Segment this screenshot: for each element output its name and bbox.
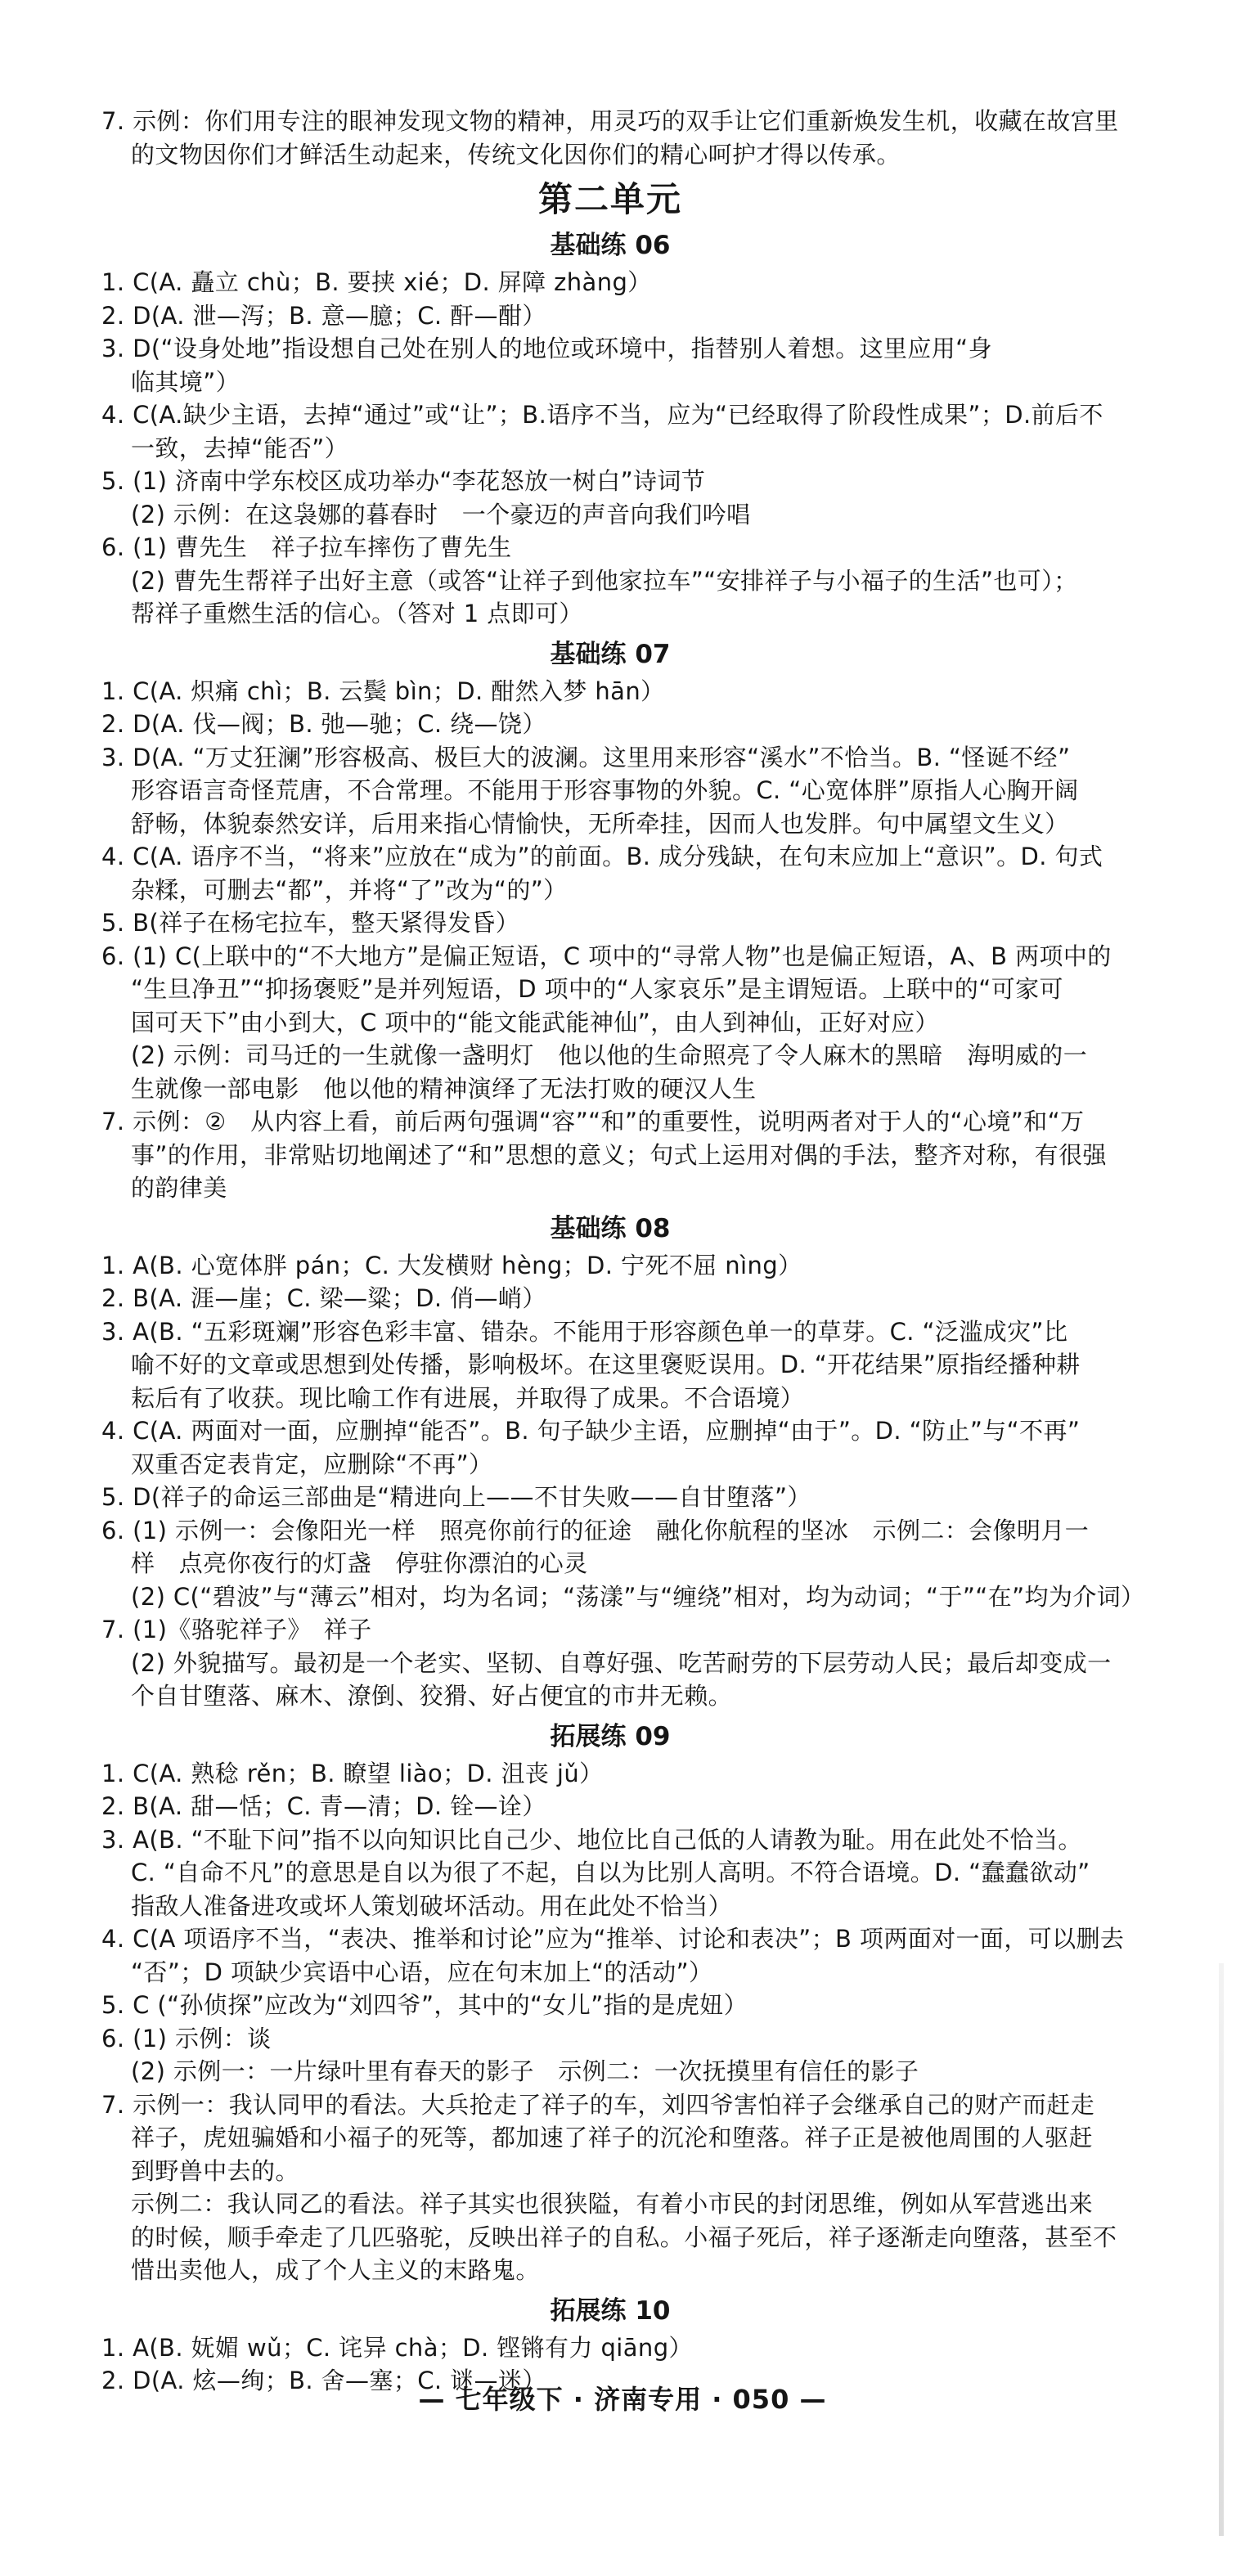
answer-line: 6. (1) 示例：谈 <box>101 2024 272 2052</box>
answer-line: 3. A(B. “不耻下问”指不以向知识比自己少、地位比自己低的人请教为耻。用在此处不恰当。 <box>101 1825 1082 1854</box>
answer-item <box>98 266 1122 299</box>
answer-line: 2. D(A. 泄—泻；B. 意—臆；C. 酐—酣） <box>101 301 546 330</box>
answer-continuation: 样 点亮你夜行的灯盏 停驻你漂泊的心灵 <box>131 1549 588 1577</box>
answer-item <box>98 1922 1125 1989</box>
answer-item <box>98 1282 1122 1315</box>
answer-line: 6. (1) 曹先生 祥子拉车摔伤了曹先生 <box>101 533 512 561</box>
answer-line: 2. D(A. 炫—绚；B. 舍—塞；C. 谜—迷） <box>101 2367 546 2394</box>
answer-line: 3. D(“设身处地”指设想自己处在别人的地位或环境中，指替别人着想。这里应用“身 <box>101 335 993 362</box>
answer-continuation: 的时候，顺手牵走了几匹骆驼，反映出祥子的自私。小福子死后，祥子逐渐走向堕落，甚至不 <box>131 2223 1117 2251</box>
answer-continuation: C. “自命不凡”的意思是自以为很了不起，自以为比别人高明。不符合语境。D. “蠢蠢欲动” <box>131 1859 1090 1886</box>
answer-item <box>98 840 1122 906</box>
answer-item <box>98 299 1122 333</box>
answer-line: 1. C(A. 熟稔 rěn；B. 瞭望 liào；D. 沮丧 jǔ） <box>101 1759 604 1787</box>
page-edge-shadow <box>1219 1963 1224 2536</box>
exercise-section <box>98 227 1122 631</box>
answer-item <box>98 398 1122 465</box>
answer-continuation: (2) 示例一：一片绿叶里有春天的影子 示例二：一次抚摸里有信任的影子 <box>131 2057 919 2085</box>
exercise-section <box>98 1210 1145 1713</box>
section-title: 基础练 08 <box>550 1213 671 1243</box>
answer-line: 2. B(A. 甜—恬；C. 青—清；D. 铨—诠） <box>101 1792 546 1820</box>
unit-one-last-item <box>98 105 1122 171</box>
answer-continuation: 舒畅，体貌泰然安详，后用来指心情愉快，无所牵挂，因而人也发胖。句中属望文生义） <box>131 809 1069 838</box>
answer-line: 5. C (“孙侦探”应改为“刘四爷”，其中的“女儿”指的是虎妞） <box>101 1991 748 2019</box>
answer-continuation: 个自甘堕落、麻木、潦倒、狡猾、好占便宜的市井无赖。 <box>131 1682 733 1710</box>
answer-continuation: 的韵律美 <box>131 1174 227 1202</box>
answer-continuation: 生就像一部电影 他以他的精神演绎了无法打败的硬汉人生 <box>131 1074 757 1103</box>
answer-line: 1. C(A. 炽痛 chì；B. 云鬓 bìn；D. 酣然入梦 hān） <box>101 677 665 705</box>
answer-continuation: (2) C(“碧波”与“薄云”相对，均为名词；“荡漾”与“缠绕”相对，均为动词；“于”“在”均为介词） <box>131 1582 1145 1611</box>
answer-line: 1. A(B. 妩媚 wǔ；C. 诧异 chà；D. 铿锵有力 qiāng） <box>101 2333 693 2362</box>
answer-item <box>98 531 1122 631</box>
page-footer: — 七年级下 · 济南专用 · 050 — <box>418 2384 827 2415</box>
answer-continuation: “否”；D 项缺少宾语中心语，应在句末加上“的活动”） <box>131 1958 713 1986</box>
answer-line: 4. C(A.缺少主语，去掉“通过”或“让”；B.语序不当，应为“已经取得了阶段性成果”；D.前后不 <box>101 401 1103 429</box>
answer-line: 4. C(A 项语序不当，“表决、推举和讨论”应为“推举、讨论和表决”；B 项两面对一面，可以删去 <box>101 1925 1125 1953</box>
answer-continuation: 形容语言奇怪荒唐，不合常理。不能用于形容事物的外貌。C. “心宽体胖”原指人心胸开阔 <box>131 776 1079 804</box>
answer-line: 5. D(祥子的命运三部曲是“精进向上——不甘失败——自甘堕落”） <box>101 1483 811 1511</box>
answer-line: 2. B(A. 涯—崖；C. 梁—粱；D. 俏—峭） <box>101 1284 546 1312</box>
answer-line: 3. D(A. “万丈狂澜”形容极高、极巨大的波澜。这里用来形容“溪水”不恰当。B. “怪诞不经” <box>101 743 1071 771</box>
answer-continuation: 耘后有了收获。现比喻工作有进展，并取得了成果。不合语境） <box>131 1383 805 1412</box>
answer-item <box>98 1823 1122 1923</box>
answer-item <box>98 1514 1145 1614</box>
section-title: 拓展练 10 <box>550 2295 671 2326</box>
answer-line: 7. 示例：② 从内容上看，前后两句强调“容”“和”的重要性，说明两者对于人的“心境”和“万 <box>101 1108 1085 1135</box>
section-title: 拓展练 09 <box>550 1721 671 1751</box>
answer-continuation: 到野兽中去的。 <box>131 2156 299 2185</box>
answer-continuation: (2) 曹先生帮祥子出好主意（或答“让祥子到他家拉车”“安排祥子与小福子的生活”也可）； <box>131 566 1078 595</box>
exercise-sections <box>98 227 1145 2398</box>
exercise-section <box>98 636 1122 1205</box>
answer-item <box>98 1790 1122 1823</box>
section-title: 基础练 07 <box>550 639 671 669</box>
answer-line: 2. D(A. 伐—阀；B. 弛—驰；C. 绕—饶） <box>101 710 546 738</box>
answer-continuation: 惜出卖他人，成了个人主义的末路鬼。 <box>131 2256 540 2284</box>
answer-line: 4. C(A. 两面对一面，应删掉“能否”。B. 句子缺少主语，应删掉“由于”。D. “防止”与“不再” <box>101 1417 1081 1445</box>
answer-item <box>98 1481 1122 1514</box>
answer-continuation: (2) 示例：司马迁的一生就像一盏明灯 他以他的生命照亮了令人麻木的黑暗 海明威的一 <box>131 1041 1088 1069</box>
answer-continuation: 祥子，虎妞骗婚和小福子的死等，都加速了祥子的沉沦和堕落。祥子正是被他周围的人驱赶 <box>131 2124 1094 2151</box>
answer-line: 6. (1) C(上联中的“不大地方”是偏正短语，C 项中的“寻常人物”也是偏正短语，A、B 两项中的 <box>101 942 1112 970</box>
answer-item <box>98 906 1122 940</box>
answer-line: 1. C(A. 矗立 chù；B. 要挟 xié；D. 屏障 zhàng） <box>101 268 652 296</box>
answer-continuation: 双重否定表肯定，应删除“不再”） <box>131 1450 493 1478</box>
answer-line: 6. (1) 示例一：会像阳光一样 照亮你前行的征途 融化你航程的坚冰 示例二：会像明月一 <box>101 1516 1090 1544</box>
answer-item <box>98 675 1122 708</box>
answer-line: 3. A(B. “五彩斑斓”形容色彩丰富、错杂。不能用于形容颜色单一的草芽。C. “泛滥成灾”比 <box>101 1317 1068 1346</box>
answer-line: 7. (1)《骆驼祥子》 祥子 <box>101 1616 372 1643</box>
answer-item <box>98 332 1122 398</box>
answer-item <box>98 1105 1122 1205</box>
answer-item <box>98 105 1122 171</box>
answer-line: 7. 示例：你们用专注的眼神发现文物的精神，用灵巧的双手让它们重新焕发生机，收藏在故宫里 <box>101 107 1119 135</box>
answer-continuation: 示例二：我认同乙的看法。祥子其实也很狭隘，有着小市民的封闭思维，例如从军营逃出来 <box>131 2190 1094 2218</box>
section-title: 基础练 06 <box>550 231 671 260</box>
answer-continuation: (2) 示例：在这袅娜的暮春时 一个豪迈的声音向我们吟唱 <box>131 500 751 528</box>
answer-continuation: 的文物因你们才鲜活生动起来，传统文化因你们的精心呵护才得以传承。 <box>131 140 901 169</box>
answer-item <box>98 940 1122 1106</box>
answer-item <box>98 1989 1122 2022</box>
answer-line: 7. 示例一：我认同甲的看法。大兵抢走了祥子的车，刘四爷害怕祥子会继承自己的财产而赶走 <box>101 2090 1095 2119</box>
answer-continuation: (2) 外貌描写。最初是一个老实、坚韧、自尊好强、吃苦耐劳的下层劳动人民；最后却变成一 <box>131 1648 1112 1677</box>
answer-item <box>98 708 1122 741</box>
answer-line: 5. (1) 济南中学东校区成功举办“李花怒放一树白”诗词节 <box>101 467 706 495</box>
answer-item <box>98 2331 1122 2365</box>
answer-continuation: 国可天下”由小到大，C 项中的“能文能武能神仙”，由人到神仙，正好对应） <box>131 1008 939 1036</box>
exercise-section <box>98 1718 1125 2287</box>
answer-item <box>98 1613 1122 1713</box>
answer-continuation: 杂糅，可删去“都”，并将“了”改为“的”） <box>131 875 568 904</box>
answer-item <box>98 1249 1122 1283</box>
answer-continuation: 事”的作用，非常贴切地阐述了“和”思想的意义；句式上运用对偶的手法，整齐对称，有很强 <box>131 1140 1107 1169</box>
answer-item <box>98 2088 1122 2287</box>
answer-continuation: 指敌人准备进攻或坏人策划破坏活动。用在此处不恰当） <box>131 1891 733 1920</box>
answer-item <box>98 741 1122 841</box>
answer-continuation: 喻不好的文章或思想到处传播，影响极坏。在这里褒贬误用。D. “开花结果”原指经播种耕 <box>131 1351 1081 1378</box>
answer-item <box>98 1414 1122 1481</box>
unit-title: 第二单元 <box>537 179 682 219</box>
answer-line: 5. B(祥子在杨宅拉车，整天紧得发昏） <box>101 909 520 937</box>
answer-line: 4. C(A. 语序不当，“将来”应放在“成为”的前面。B. 成分残缺，在句末应加上“意识”。D. 句式 <box>101 843 1103 870</box>
answer-item <box>98 1315 1122 1415</box>
answer-item <box>98 1757 1122 1791</box>
answer-continuation: “生旦净丑”“抑扬褒贬”是并列短语，D 项中的“人家哀乐”是主谓短语。上联中的“可家可 <box>131 975 1063 1003</box>
answer-item <box>98 465 1122 531</box>
answer-continuation: 帮祥子重燃生活的信心。（答对 1 点即可） <box>131 600 583 627</box>
answer-item <box>98 2022 1122 2088</box>
answer-continuation: 临其境”） <box>131 367 240 396</box>
answer-line: 1. A(B. 心宽体胖 pán；C. 大发横财 hèng；D. 宁死不屈 nìng） <box>101 1251 802 1279</box>
answer-continuation: 一致，去掉“能否”） <box>131 434 349 462</box>
